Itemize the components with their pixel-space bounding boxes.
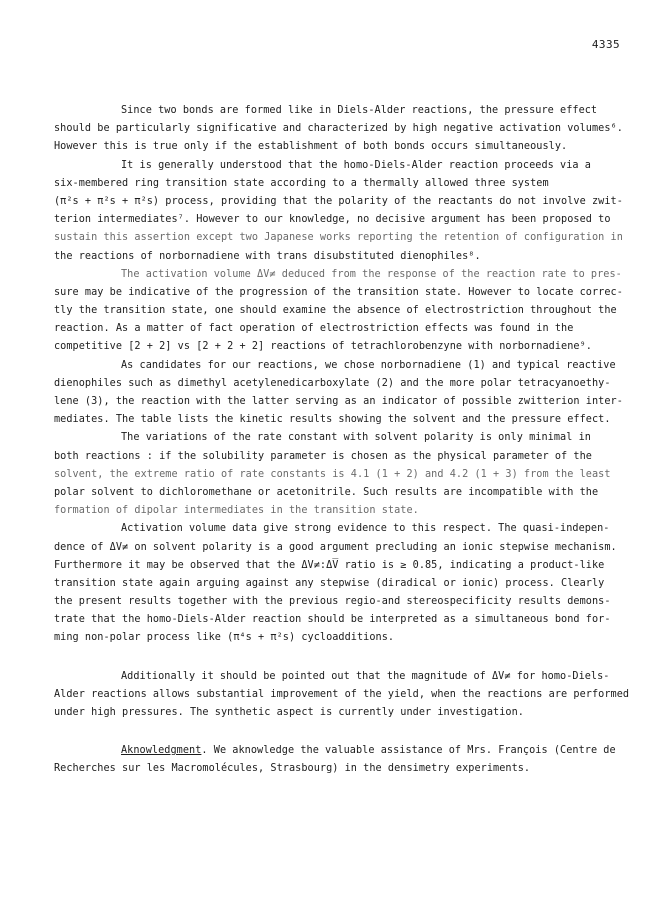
text-line: both reactions : if the solubility parameter is chosen as the physical parameter of the (54, 450, 592, 462)
text-line: The variations of the rate constant with solvent polarity is only minimal in (121, 432, 591, 444)
text-line: tly the transition state, one should examine the absence of electrostriction throughout the (54, 305, 617, 317)
text-line: competitive [2 + 2] vs [2 + 2 + 2] reactions of tetrachlorobenzyne with norbornadiene⁹. (54, 341, 592, 353)
paragraph-pressure-effect (54, 102, 623, 157)
text-line: the present results together with the previous regio-and stereospecificity results demons- (54, 596, 611, 608)
text-line: lene (3), the reaction with the latter serving as an indicator of possible zwitterion inter- (54, 396, 623, 407)
acknowledgment-first-line (54, 742, 620, 760)
text-line: Recherches sur les Macromolécules, Strasbourg) in the densimetry experiments. (54, 763, 531, 775)
paragraph-solvent-polarity (54, 429, 620, 520)
text-line: sure may be indicative of the progression of the transition state. However to locate correc- (54, 286, 623, 298)
page-number: 4335 (591, 38, 620, 51)
text-line: (π²s + π²s + π²s) process, providing that the polarity of the reactants do not involve zwit- (54, 195, 623, 207)
text-line: should be particularly significative and characterized by high negative activation volumes⁶. (54, 123, 623, 135)
text-line: However this is true only if the establishment of both bonds occurs simultaneously. (54, 141, 568, 153)
text-line: sustain this assertion except two Japanese works reporting the retention of configuration in (54, 232, 623, 244)
paragraph-volume-data (54, 520, 620, 647)
text-line: Additionally it should be pointed out that the magnitude of ΔV≠ for homo-Diels- (121, 670, 610, 682)
article-body (54, 102, 630, 779)
text-line: polar solvent to dichloromethane or acetonitrile. Such results are incompatible with the (54, 486, 599, 498)
text-line: trate that the homo-Diels-Alder reaction should be interpreted as a simultaneous bond for- (54, 614, 611, 626)
paragraph-transition-state (54, 157, 623, 266)
paragraph-candidates (54, 357, 623, 430)
text-line: formation of dipolar intermediates in the transition state. (54, 505, 419, 517)
text-line: Since two bonds are formed like in Diels-Alder reactions, the pressure effect (121, 105, 598, 116)
text-line: Alder reactions allows substantial improvement of the yield, when the reactions are performed (54, 688, 630, 700)
acknowledgment-section (54, 742, 620, 778)
paragraph-spacer (54, 722, 620, 742)
paragraph-synthetic-aspect (54, 668, 630, 723)
text-line: the reactions of norbornadiene with trans disubstituted dienophiles⁸. (54, 250, 481, 262)
text-line: Furthermore it may be observed that the ΔV≠:ΔV̅ ratio is ≥ 0.85, indicating a product-like (54, 559, 605, 571)
text-line: dienophiles such as dimethyl acetylenedicarboxylate (2) and the more polar tetracyanoethy- (54, 377, 611, 389)
text-line: solvent, the extreme ratio of rate constants is 4.1 (1 + 2) and 4.2 (1 + 3) from the least (54, 468, 611, 480)
text-line: As candidates for our reactions, we chose norbornadiene (1) and typical reactive (121, 359, 616, 371)
paragraph-activation-volume (54, 266, 623, 357)
text-line: under high pressures. The synthetic aspect is currently under investigation. (54, 707, 524, 718)
acknowledgment-heading: Aknowledgment (121, 745, 202, 757)
acknowledgment-text: . We aknowledge the valuable assistance of Mrs. François (Centre de (201, 745, 616, 757)
paragraph-spacer (54, 648, 620, 668)
text-line: terion intermediates⁷. However to our knowledge, no decisive argument has been proposed to (54, 214, 611, 226)
text-line: transition state again arguing against any stepwise (diradical or ionic) process. Clearly (54, 577, 605, 589)
text-line: reaction. As a matter of fact operation of electrostriction effects was found in the (54, 323, 574, 335)
text-line: mediates. The table lists the kinetic results showing the solvent and the pressure effect. (54, 414, 611, 426)
text-line: Activation volume data give strong evidence to this respect. The quasi-indepen- (121, 523, 610, 535)
text-line: ming non-polar process like (π⁴s + π²s) cycloadditions. (54, 632, 395, 644)
text-line: dence of ΔV≠ on solvent polarity is a good argument precluding an ionic stepwise mechanism. (54, 541, 617, 553)
text-line: six-membered ring transition state according to a thermally allowed three system (54, 177, 549, 189)
text-line: It is generally understood that the homo-Diels-Alder reaction proceeds via a (121, 159, 591, 171)
text-line: The activation volume ΔV≠ deduced from the response of the reaction rate to pres- (121, 268, 622, 280)
